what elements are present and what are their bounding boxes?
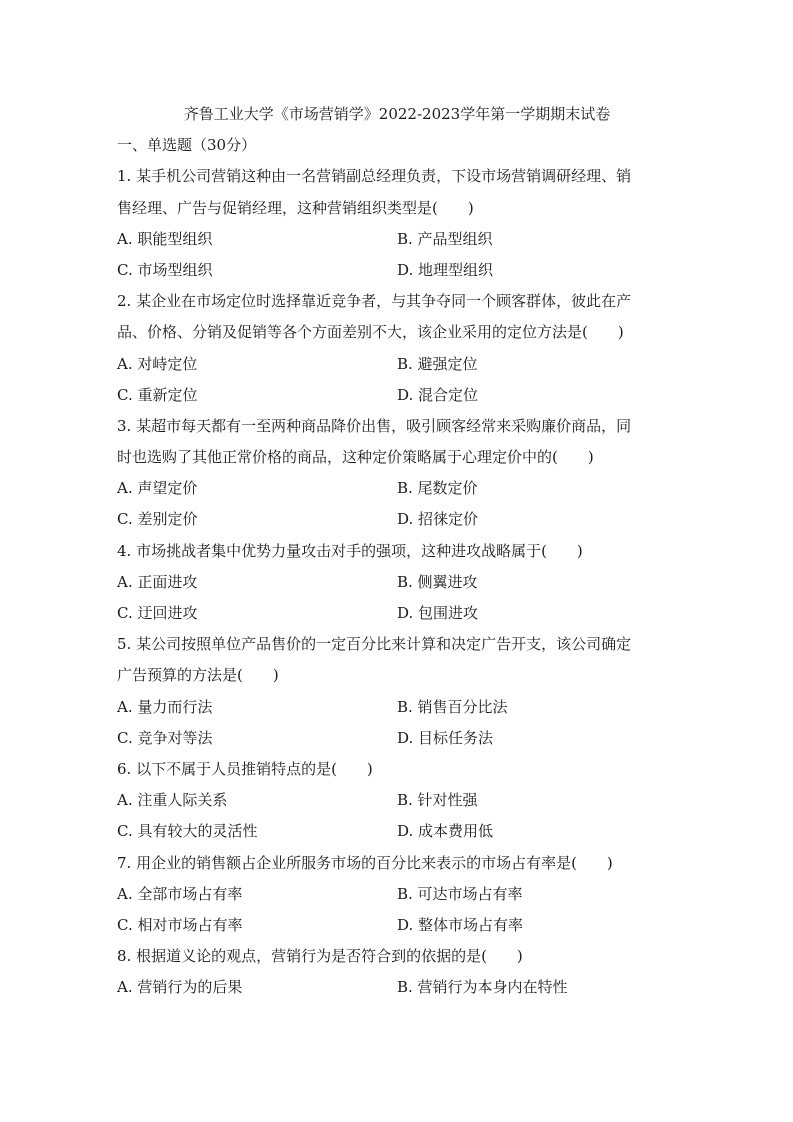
option-row <box>117 567 677 598</box>
answer-option: B. 可达市场占有率 <box>397 884 523 903</box>
answer-option: A. 营销行为的后果 <box>117 978 243 997</box>
question-text-line: 8. 根据道义论的观点，营销行为是否符合到的依据的是( ) <box>117 947 523 966</box>
answer-option: A. 注重人际关系 <box>117 791 228 810</box>
answer-option: A. 职能型组织 <box>117 229 213 248</box>
answer-option: B. 营销行为本身内在特性 <box>397 978 568 997</box>
question-6 <box>117 754 677 848</box>
option-row <box>117 972 677 1003</box>
question-4 <box>117 536 677 630</box>
option-row <box>117 224 677 255</box>
question-text-line: 4. 市场挑战者集中优势力量攻击对手的强项，这种进攻战略属于( ) <box>117 541 583 560</box>
option-row <box>117 504 677 535</box>
question-text-line: 6. 以下不属于人员推销特点的是( ) <box>117 759 373 778</box>
question-text-line: 5. 某公司按照单位产品售价的一定百分比来计算和决定广告开支，该公司确定 <box>117 635 632 654</box>
answer-option: C. 相对市场占有率 <box>117 915 243 934</box>
question-list <box>117 161 677 1003</box>
answer-option: C. 重新定位 <box>117 385 198 404</box>
question-text-line: 1. 某手机公司营销这种由一名营销副总经理负责，下设市场营销调研经理、销 <box>117 167 632 186</box>
question-text-line: 2. 某企业在市场定位时选择靠近竞争者，与其争夺同一个顾客群体，彼此在产 <box>117 292 632 311</box>
answer-option: D. 混合定位 <box>397 385 479 404</box>
section-heading: 一、单选题（30分） <box>117 136 257 155</box>
question-7 <box>117 848 677 942</box>
question-text-line: 时也选购了其他正常价格的商品，这种定价策略属于心理定价中的( ) <box>117 448 594 467</box>
option-row <box>117 785 677 816</box>
answer-option: C. 具有较大的灵活性 <box>117 822 258 841</box>
option-row <box>117 598 677 629</box>
answer-option: D. 地理型组织 <box>397 260 494 279</box>
answer-option: A. 正面进攻 <box>117 572 198 591</box>
option-row <box>117 723 677 754</box>
answer-option: D. 招徕定价 <box>397 510 479 529</box>
answer-option: C. 市场型组织 <box>117 260 213 279</box>
option-row <box>117 816 677 847</box>
answer-option: C. 迂回进攻 <box>117 604 198 622</box>
answer-option: C. 竞争对等法 <box>117 728 213 747</box>
exam-title: 齐鲁工业大学《市场营销学》2022-2023学年第一学期期末试卷 <box>183 105 611 123</box>
option-row <box>117 692 677 723</box>
question-text-line: 品、价格、分销及促销等各个方面差别不大，该企业采用的定位方法是( ) <box>117 323 624 342</box>
answer-option: A. 量力而行法 <box>117 697 213 716</box>
exam-document <box>117 99 677 1003</box>
option-row <box>117 879 677 910</box>
question-8 <box>117 941 677 1003</box>
answer-option: A. 全部市场占有率 <box>117 884 243 903</box>
answer-option: A. 对峙定位 <box>117 354 198 373</box>
question-1 <box>117 161 677 286</box>
option-row <box>117 380 677 411</box>
answer-option: D. 整体市场占有率 <box>397 915 524 934</box>
question-2 <box>117 286 677 411</box>
question-text-line: 售经理、广告与促销经理，这种营销组织类型是( ) <box>117 198 474 217</box>
answer-option: B. 产品型组织 <box>397 229 493 248</box>
question-text-line: 3. 某超市每天都有一至两种商品降价出售，吸引顾客经常来采购廉价商品，同 <box>117 416 632 435</box>
answer-option: B. 尾数定价 <box>397 479 478 498</box>
question-3 <box>117 411 677 536</box>
answer-option: D. 目标任务法 <box>397 728 494 747</box>
option-row <box>117 910 677 941</box>
answer-option: A. 声望定价 <box>117 479 198 498</box>
answer-option: C. 差别定价 <box>117 510 198 529</box>
answer-option: B. 销售百分比法 <box>397 697 508 716</box>
answer-option: D. 包围进攻 <box>397 604 479 622</box>
option-row <box>117 255 677 286</box>
option-row <box>117 349 677 380</box>
answer-option: D. 成本费用低 <box>397 822 494 841</box>
question-text-line: 7. 用企业的销售额占企业所服务市场的百分比来表示的市场占有率是( ) <box>117 853 613 872</box>
answer-option: B. 侧翼进攻 <box>397 572 478 591</box>
question-5 <box>117 629 677 754</box>
answer-option: B. 针对性强 <box>397 791 478 810</box>
question-text-line: 广告预算的方法是( ) <box>117 666 279 685</box>
answer-option: B. 避强定位 <box>397 354 478 373</box>
option-row <box>117 473 677 504</box>
